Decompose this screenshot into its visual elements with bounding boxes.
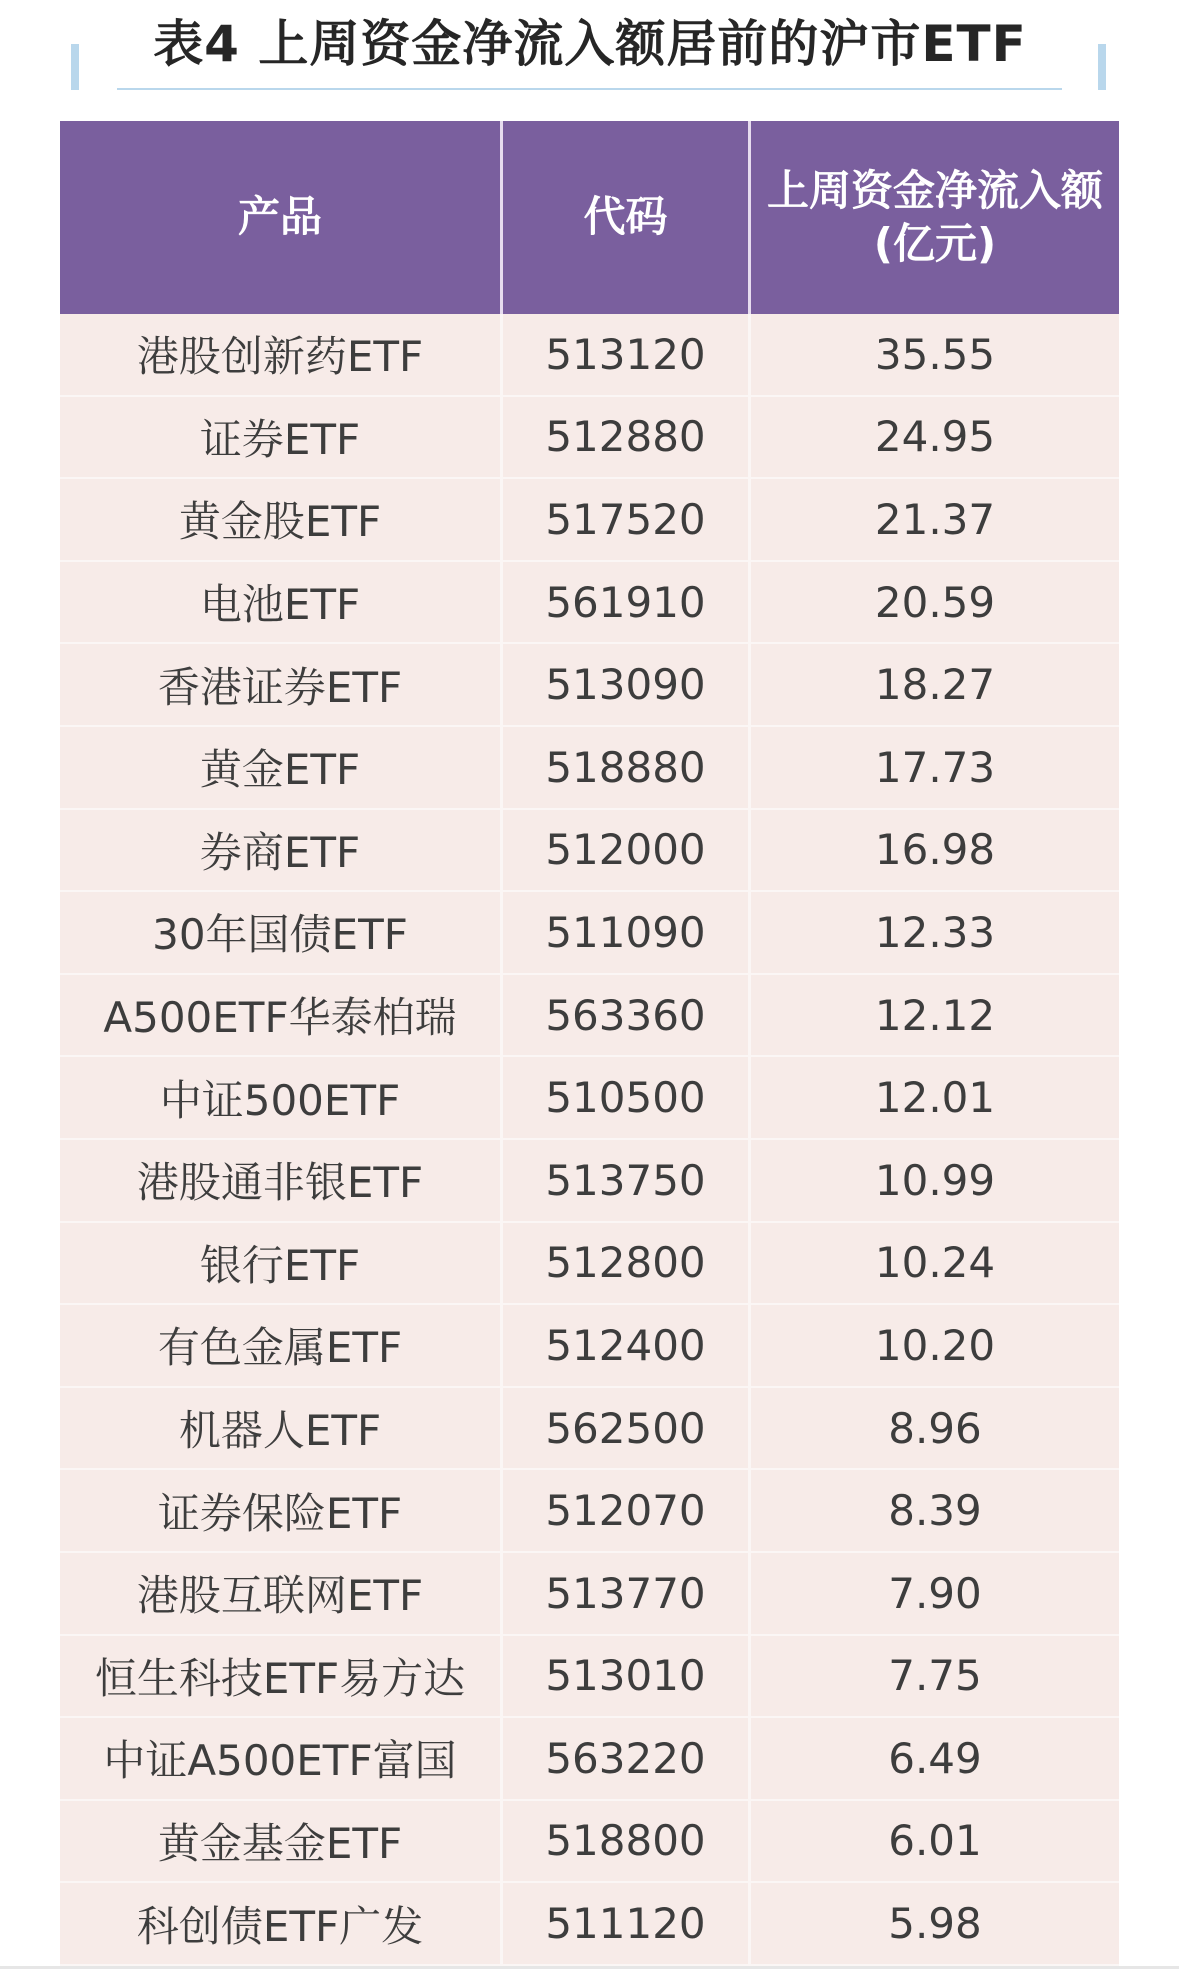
cell-code: 563360 — [503, 975, 751, 1056]
table-row — [60, 1388, 1119, 1471]
cell-inflow: 17.73 — [874, 742, 996, 792]
cell-code: 510500 — [503, 1057, 751, 1138]
cell-product: 券商ETF — [60, 810, 503, 891]
cell-product: 香港证券ETF — [60, 644, 503, 725]
cell-inflow: 21.37 — [874, 494, 996, 544]
cell-inflow: 10.20 — [874, 1320, 996, 1370]
table-row — [60, 1553, 1119, 1636]
table-row — [60, 1801, 1119, 1884]
table-row — [60, 1223, 1119, 1306]
cell-inflow: 35.55 — [874, 329, 996, 379]
table-row — [60, 975, 1119, 1058]
cell-product: 黄金基金ETF — [60, 1801, 503, 1882]
table-row — [60, 892, 1119, 975]
cell-inflow: 18.27 — [874, 660, 996, 710]
cell-code: 513010 — [503, 1636, 751, 1717]
cell-code: 562500 — [503, 1388, 751, 1469]
cell-inflow: 12.33 — [874, 907, 996, 957]
cell-product: 黄金股ETF — [60, 479, 503, 560]
etf-inflow-table — [60, 121, 1119, 1966]
cell-code: 512880 — [503, 397, 751, 478]
cell-code: 513770 — [503, 1553, 751, 1634]
cell-inflow: 7.90 — [888, 1568, 982, 1618]
cell-inflow: 20.59 — [874, 577, 996, 627]
cell-product: 30年国债ETF — [60, 892, 503, 973]
header-inflow — [751, 121, 1119, 314]
cell-inflow: 10.24 — [874, 1238, 996, 1288]
table-row — [60, 1883, 1119, 1966]
cell-product: 港股通非银ETF — [60, 1140, 503, 1221]
cell-code: 513750 — [503, 1140, 751, 1221]
header-inflow-label: 上周资金净流入额 — [766, 166, 1103, 215]
cell-product: 科创债ETF广发 — [60, 1883, 503, 1964]
table-body — [60, 314, 1119, 1966]
table-row — [60, 1140, 1119, 1223]
table-row — [60, 314, 1119, 397]
table-row — [60, 644, 1119, 727]
cell-product: A500ETF华泰柏瑞 — [60, 975, 503, 1056]
table-row — [60, 727, 1119, 810]
cell-inflow: 12.12 — [874, 990, 996, 1040]
cell-code: 513120 — [503, 314, 751, 395]
cell-product: 机器人ETF — [60, 1388, 503, 1469]
cell-code: 513090 — [503, 644, 751, 725]
cell-product: 银行ETF — [60, 1223, 503, 1304]
cell-inflow: 16.98 — [874, 825, 996, 875]
cell-product: 恒生科技ETF易方达 — [60, 1636, 503, 1717]
title-underline — [117, 88, 1062, 90]
cell-code: 512070 — [503, 1470, 751, 1551]
cell-product: 电池ETF — [60, 562, 503, 643]
table-row — [60, 1470, 1119, 1553]
table-row — [60, 479, 1119, 562]
cell-code: 512000 — [503, 810, 751, 891]
cell-code: 518880 — [503, 727, 751, 808]
cell-code: 512400 — [503, 1305, 751, 1386]
table-row — [60, 810, 1119, 893]
table-row — [60, 1305, 1119, 1388]
table-row — [60, 397, 1119, 480]
header-product: 产品 — [60, 121, 503, 314]
cell-product: 证券ETF — [60, 397, 503, 478]
title-accent-left — [71, 44, 79, 90]
cell-code: 511090 — [503, 892, 751, 973]
cell-product: 港股互联网ETF — [60, 1553, 503, 1634]
cell-product: 黄金ETF — [60, 727, 503, 808]
title-area — [0, 0, 1179, 110]
cell-inflow: 24.95 — [874, 412, 996, 462]
cell-inflow: 5.98 — [888, 1899, 982, 1949]
table-row — [60, 1636, 1119, 1719]
cell-product: 中证500ETF — [60, 1057, 503, 1138]
cell-inflow: 12.01 — [874, 1073, 996, 1123]
table-header — [60, 121, 1119, 314]
cell-inflow: 10.99 — [874, 1155, 996, 1205]
cell-code: 518800 — [503, 1801, 751, 1882]
cell-code: 511120 — [503, 1883, 751, 1964]
header-code: 代码 — [503, 121, 751, 314]
table-row — [60, 1057, 1119, 1140]
table-row — [60, 1718, 1119, 1801]
cell-inflow: 8.39 — [888, 1486, 982, 1536]
cell-inflow: 6.49 — [888, 1733, 982, 1783]
cell-product: 中证A500ETF富国 — [60, 1718, 503, 1799]
cell-inflow: 7.75 — [888, 1651, 982, 1701]
table-row — [60, 562, 1119, 645]
cell-code: 563220 — [503, 1718, 751, 1799]
bottom-divider — [0, 1966, 1179, 1969]
title-accent-right — [1098, 44, 1106, 90]
cell-inflow: 6.01 — [888, 1816, 982, 1866]
cell-code: 512800 — [503, 1223, 751, 1304]
cell-code: 517520 — [503, 479, 751, 560]
cell-inflow: 8.96 — [888, 1403, 982, 1453]
header-inflow-unit: (亿元) — [873, 218, 997, 268]
cell-code: 561910 — [503, 562, 751, 643]
page-title: 表4 上周资金净流入额居前的沪市ETF — [153, 15, 1027, 73]
cell-product: 证券保险ETF — [60, 1470, 503, 1551]
cell-product: 港股创新药ETF — [60, 314, 503, 395]
cell-product: 有色金属ETF — [60, 1305, 503, 1386]
